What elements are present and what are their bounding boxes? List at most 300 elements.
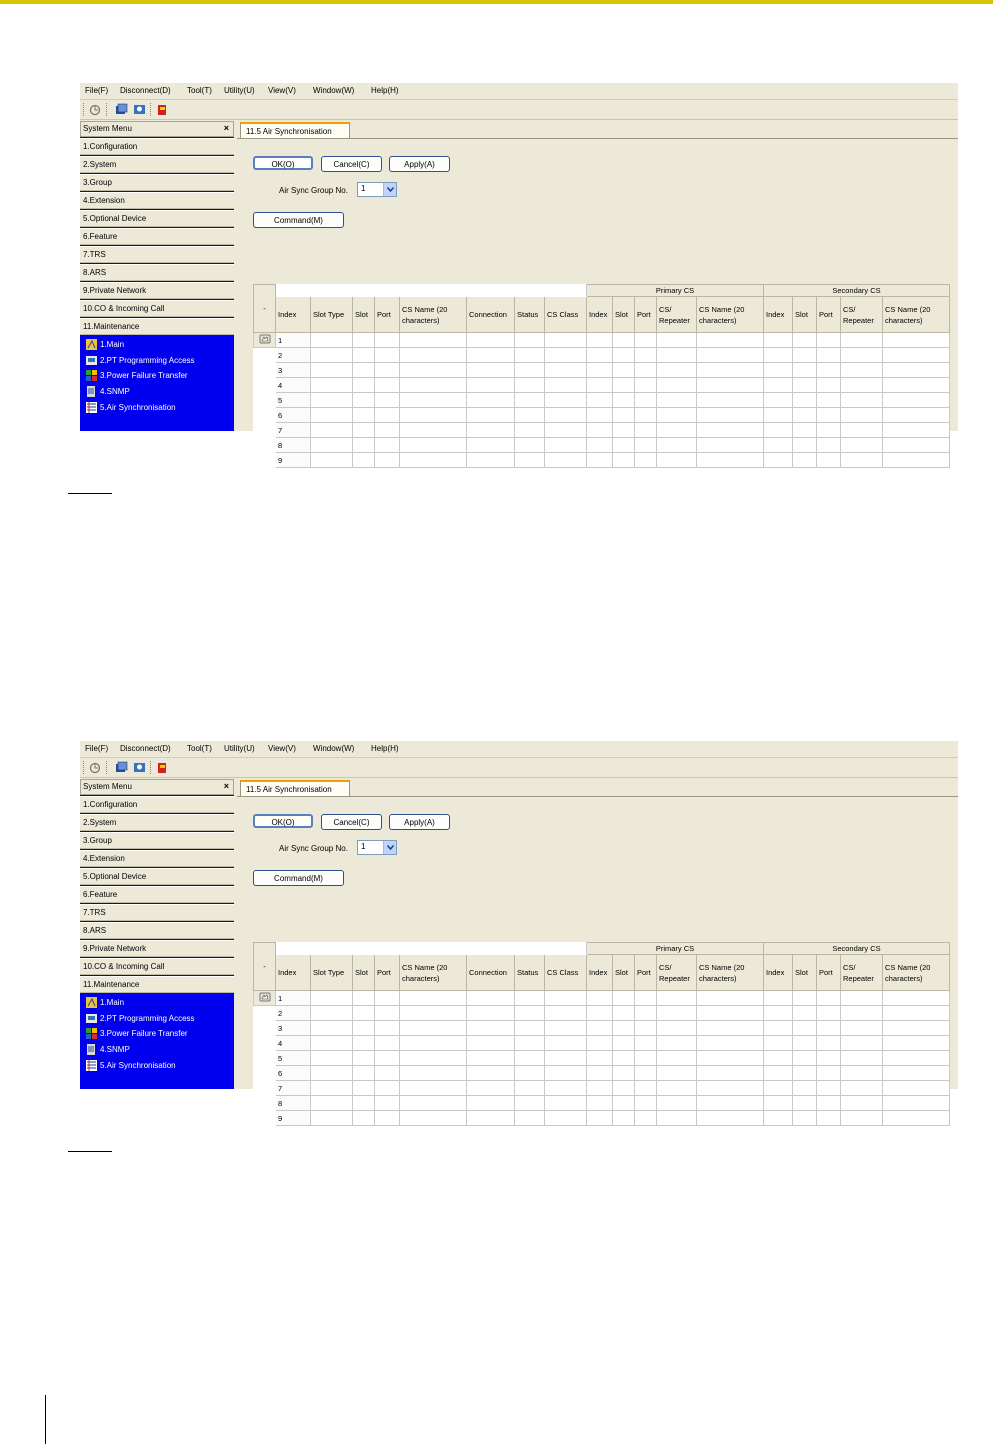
table-cell[interactable] (613, 1096, 635, 1111)
table-cell[interactable] (587, 1036, 613, 1051)
row-selector[interactable] (254, 1066, 276, 1081)
column-header[interactable]: Port (635, 955, 657, 991)
table-cell[interactable] (613, 1081, 635, 1096)
table-cell[interactable] (883, 1081, 950, 1096)
menu-item[interactable]: Window(W) (313, 744, 355, 753)
table-cell[interactable] (635, 438, 657, 453)
table-cell[interactable] (375, 393, 400, 408)
row-selector[interactable] (254, 423, 276, 438)
table-cell[interactable] (657, 438, 697, 453)
table-cell[interactable] (793, 1066, 817, 1081)
menu-item[interactable]: Utility(U) (224, 744, 255, 753)
table-cell[interactable] (353, 1021, 375, 1036)
chevron-down-icon[interactable] (383, 841, 396, 854)
table-cell[interactable] (817, 408, 841, 423)
table-cell[interactable] (657, 363, 697, 378)
table-cell[interactable] (587, 991, 613, 1006)
table-cell[interactable] (793, 348, 817, 363)
table-cell[interactable] (353, 378, 375, 393)
table-cell[interactable] (311, 348, 353, 363)
table-cell[interactable] (841, 363, 883, 378)
table-cell[interactable] (467, 378, 515, 393)
close-icon[interactable]: × (223, 123, 229, 133)
toolbar-grip[interactable] (150, 103, 153, 116)
table-cell[interactable] (793, 363, 817, 378)
sidebar-section[interactable]: 3.Group (80, 174, 234, 191)
table-cell[interactable] (635, 393, 657, 408)
table-cell[interactable] (545, 333, 587, 348)
table-cell[interactable] (587, 1051, 613, 1066)
table-cell[interactable] (793, 408, 817, 423)
table-cell[interactable] (841, 1051, 883, 1066)
column-header[interactable]: Port (375, 955, 400, 991)
table-cell[interactable] (635, 1096, 657, 1111)
table-cell[interactable] (545, 1006, 587, 1021)
table-cell[interactable] (467, 363, 515, 378)
table-cell[interactable] (841, 333, 883, 348)
table-cell[interactable] (311, 363, 353, 378)
column-header[interactable]: CS Name (20 characters) (883, 297, 950, 333)
window-icon[interactable] (114, 102, 129, 117)
table-cell[interactable] (375, 1081, 400, 1096)
table-cell[interactable] (635, 1051, 657, 1066)
table-cell[interactable] (613, 393, 635, 408)
table-cell[interactable] (515, 1021, 545, 1036)
column-header[interactable]: CS/ Repeater (657, 297, 697, 333)
table-cell[interactable] (635, 1006, 657, 1021)
table-cell[interactable] (515, 378, 545, 393)
table-cell[interactable] (697, 333, 764, 348)
monitor-icon[interactable] (132, 102, 147, 117)
table-cell[interactable] (467, 1036, 515, 1051)
column-header[interactable]: Connection (467, 955, 515, 991)
sidebar-section[interactable]: 4.Extension (80, 850, 234, 867)
table-cell[interactable] (375, 438, 400, 453)
table-cell[interactable] (613, 363, 635, 378)
column-header[interactable]: Index (276, 955, 311, 991)
table-cell[interactable] (375, 348, 400, 363)
table-cell[interactable] (515, 1066, 545, 1081)
column-header[interactable]: CS Name (20 characters) (697, 955, 764, 991)
table-cell[interactable] (311, 333, 353, 348)
table-cell[interactable] (635, 1066, 657, 1081)
sidebar-section[interactable]: 2.System (80, 814, 234, 831)
table-cell[interactable] (841, 1111, 883, 1126)
table-cell[interactable] (515, 1051, 545, 1066)
table-cell[interactable] (697, 393, 764, 408)
sidebar-section[interactable]: 5.Optional Device (80, 868, 234, 885)
table-cell[interactable] (883, 438, 950, 453)
table-cell[interactable] (613, 991, 635, 1006)
table-cell[interactable] (817, 333, 841, 348)
table-cell[interactable] (311, 423, 353, 438)
table-cell[interactable] (400, 1096, 467, 1111)
table-cell[interactable] (817, 378, 841, 393)
table-cell[interactable] (883, 1051, 950, 1066)
sidebar-section[interactable]: 11.Maintenance (80, 318, 234, 335)
sidebar-section[interactable]: 8.ARS (80, 264, 234, 281)
table-cell[interactable] (400, 378, 467, 393)
column-header[interactable]: Index (764, 297, 793, 333)
column-header[interactable]: Port (635, 297, 657, 333)
row-selector[interactable] (254, 333, 276, 348)
table-cell[interactable] (400, 1036, 467, 1051)
table-cell[interactable] (657, 1066, 697, 1081)
toolbar-grip[interactable] (83, 761, 86, 774)
table-cell[interactable] (764, 1006, 793, 1021)
table-cell[interactable] (613, 1051, 635, 1066)
table-cell[interactable] (375, 333, 400, 348)
sidebar-section[interactable]: 1.Configuration (80, 138, 234, 155)
table-cell[interactable] (883, 408, 950, 423)
table-cell[interactable] (400, 438, 467, 453)
table-cell[interactable] (311, 1036, 353, 1051)
menu-item[interactable]: Tool(T) (187, 744, 212, 753)
menu-item[interactable]: File(F) (85, 86, 109, 95)
table-cell[interactable] (817, 453, 841, 468)
sidebar-subitem[interactable]: 2.PT Programming Access (80, 1011, 234, 1026)
column-header[interactable]: Status (515, 955, 545, 991)
apply-button[interactable]: Apply(A) (389, 156, 450, 172)
table-cell[interactable] (883, 333, 950, 348)
table-cell[interactable] (375, 1006, 400, 1021)
air-sync-group-select[interactable]: 1 (357, 182, 397, 197)
table-cell[interactable] (515, 1036, 545, 1051)
table-cell[interactable] (353, 1051, 375, 1066)
table-cell[interactable] (883, 393, 950, 408)
sidebar-section[interactable]: 6.Feature (80, 228, 234, 245)
table-cell[interactable] (613, 453, 635, 468)
table-cell[interactable] (545, 1051, 587, 1066)
table-cell[interactable] (545, 1096, 587, 1111)
table-cell[interactable] (841, 1021, 883, 1036)
table-cell[interactable] (793, 1021, 817, 1036)
table-cell[interactable] (353, 348, 375, 363)
table-cell[interactable] (545, 408, 587, 423)
table-cell[interactable] (793, 1036, 817, 1051)
table-cell[interactable] (613, 423, 635, 438)
table-cell[interactable] (587, 363, 613, 378)
table-cell[interactable] (817, 1006, 841, 1021)
table-cell[interactable] (353, 408, 375, 423)
row-selector[interactable] (254, 438, 276, 453)
table-cell[interactable] (657, 393, 697, 408)
table-cell[interactable] (311, 991, 353, 1006)
table-cell[interactable] (635, 991, 657, 1006)
table-cell[interactable] (764, 1096, 793, 1111)
column-header[interactable]: Slot (353, 297, 375, 333)
table-cell[interactable] (764, 1111, 793, 1126)
select-all-cell[interactable]: - (254, 943, 276, 991)
sidebar-section[interactable]: 6.Feature (80, 886, 234, 903)
table-cell[interactable] (697, 363, 764, 378)
table-cell[interactable] (353, 1111, 375, 1126)
table-cell[interactable] (375, 1096, 400, 1111)
table-cell[interactable] (883, 378, 950, 393)
row-selector[interactable] (254, 348, 276, 363)
table-cell[interactable] (793, 423, 817, 438)
table-cell[interactable] (817, 1021, 841, 1036)
table-cell[interactable] (613, 408, 635, 423)
table-cell[interactable] (841, 1066, 883, 1081)
table-cell[interactable] (467, 393, 515, 408)
table-cell[interactable] (587, 348, 613, 363)
table-cell[interactable] (793, 991, 817, 1006)
table-cell[interactable] (883, 1021, 950, 1036)
table-cell[interactable] (635, 453, 657, 468)
row-selector[interactable] (254, 393, 276, 408)
table-cell[interactable] (657, 1051, 697, 1066)
table-cell[interactable] (311, 1051, 353, 1066)
table-cell[interactable] (353, 393, 375, 408)
table-cell[interactable] (764, 1036, 793, 1051)
table-cell[interactable] (467, 1081, 515, 1096)
table-cell[interactable] (817, 1066, 841, 1081)
table-cell[interactable] (587, 453, 613, 468)
table-cell[interactable] (400, 408, 467, 423)
table-cell[interactable] (353, 333, 375, 348)
sidebar-section[interactable]: 3.Group (80, 832, 234, 849)
column-header[interactable]: CS/ Repeater (841, 955, 883, 991)
table-cell[interactable] (545, 378, 587, 393)
menu-item[interactable]: Utility(U) (224, 86, 255, 95)
table-cell[interactable] (311, 1081, 353, 1096)
row-selector[interactable] (254, 408, 276, 423)
table-cell[interactable] (467, 423, 515, 438)
table-cell[interactable] (657, 1111, 697, 1126)
table-cell[interactable] (764, 348, 793, 363)
table-cell[interactable] (375, 363, 400, 378)
table-cell[interactable] (697, 423, 764, 438)
table-cell[interactable] (400, 1006, 467, 1021)
table-cell[interactable] (515, 438, 545, 453)
table-cell[interactable] (883, 348, 950, 363)
table-cell[interactable] (817, 393, 841, 408)
table-cell[interactable] (400, 1051, 467, 1066)
toolbar-grip[interactable] (106, 761, 109, 774)
table-cell[interactable] (635, 378, 657, 393)
table-cell[interactable] (657, 1081, 697, 1096)
menu-item[interactable]: View(V) (268, 744, 296, 753)
column-header[interactable]: Slot (793, 297, 817, 333)
row-selector[interactable] (254, 1021, 276, 1036)
table-cell[interactable] (375, 1111, 400, 1126)
table-cell[interactable] (545, 991, 587, 1006)
sidebar-subitem[interactable]: 5.Air Synchronisation (80, 400, 234, 415)
table-cell[interactable] (545, 1081, 587, 1096)
column-header[interactable]: Index (276, 297, 311, 333)
table-cell[interactable] (400, 423, 467, 438)
tab-air-synchronisation[interactable]: 11.5 Air Synchronisation (240, 780, 350, 797)
sidebar-subitem[interactable]: 1.Main (80, 337, 234, 352)
sidebar-section[interactable]: 9.Private Network (80, 282, 234, 299)
column-header[interactable]: Status (515, 297, 545, 333)
column-header[interactable]: CS Name (20 characters) (697, 297, 764, 333)
menu-item[interactable]: Disconnect(D) (120, 744, 171, 753)
sidebar-section[interactable]: 11.Maintenance (80, 976, 234, 993)
row-selector[interactable] (254, 1051, 276, 1066)
table-cell[interactable] (545, 423, 587, 438)
table-cell[interactable] (697, 408, 764, 423)
table-cell[interactable] (635, 1111, 657, 1126)
table-cell[interactable] (375, 453, 400, 468)
column-header[interactable]: Index (587, 297, 613, 333)
table-cell[interactable] (515, 393, 545, 408)
table-cell[interactable] (353, 453, 375, 468)
table-cell[interactable] (764, 453, 793, 468)
table-cell[interactable] (764, 408, 793, 423)
table-cell[interactable] (635, 1081, 657, 1096)
table-cell[interactable] (467, 1111, 515, 1126)
table-cell[interactable] (883, 363, 950, 378)
table-cell[interactable] (375, 1021, 400, 1036)
table-cell[interactable] (841, 438, 883, 453)
table-cell[interactable] (841, 348, 883, 363)
table-cell[interactable] (375, 378, 400, 393)
table-cell[interactable] (400, 333, 467, 348)
table-cell[interactable] (353, 438, 375, 453)
table-cell[interactable] (883, 1066, 950, 1081)
refresh-icon[interactable] (87, 760, 102, 775)
table-cell[interactable] (657, 408, 697, 423)
table-cell[interactable] (515, 348, 545, 363)
table-cell[interactable] (764, 393, 793, 408)
table-cell[interactable] (515, 991, 545, 1006)
column-header[interactable]: CS Class (545, 297, 587, 333)
table-cell[interactable] (793, 453, 817, 468)
table-cell[interactable] (793, 333, 817, 348)
table-cell[interactable] (817, 363, 841, 378)
table-cell[interactable] (764, 438, 793, 453)
table-cell[interactable] (697, 453, 764, 468)
row-selector[interactable] (254, 1096, 276, 1111)
table-cell[interactable] (587, 378, 613, 393)
table-cell[interactable] (467, 1066, 515, 1081)
table-cell[interactable] (697, 1051, 764, 1066)
table-cell[interactable] (635, 1036, 657, 1051)
column-header[interactable]: Index (764, 955, 793, 991)
table-cell[interactable] (613, 1111, 635, 1126)
sidebar-subitem[interactable]: 3.Power Failure Transfer (80, 1026, 234, 1041)
table-cell[interactable] (515, 1081, 545, 1096)
table-cell[interactable] (613, 378, 635, 393)
table-cell[interactable] (311, 1006, 353, 1021)
table-cell[interactable] (587, 1066, 613, 1081)
table-cell[interactable] (353, 1096, 375, 1111)
table-cell[interactable] (697, 1096, 764, 1111)
table-cell[interactable] (817, 438, 841, 453)
table-cell[interactable] (793, 378, 817, 393)
table-cell[interactable] (697, 348, 764, 363)
table-cell[interactable] (400, 1066, 467, 1081)
table-cell[interactable] (400, 348, 467, 363)
table-cell[interactable] (883, 423, 950, 438)
table-cell[interactable] (375, 1066, 400, 1081)
table-cell[interactable] (400, 1081, 467, 1096)
table-cell[interactable] (400, 363, 467, 378)
table-cell[interactable] (793, 1096, 817, 1111)
help-book-icon[interactable] (154, 760, 169, 775)
sidebar-subitem[interactable]: 3.Power Failure Transfer (80, 368, 234, 383)
table-cell[interactable] (545, 348, 587, 363)
table-cell[interactable] (587, 1081, 613, 1096)
table-cell[interactable] (764, 333, 793, 348)
table-cell[interactable] (657, 1096, 697, 1111)
table-cell[interactable] (400, 453, 467, 468)
table-cell[interactable] (817, 1081, 841, 1096)
table-cell[interactable] (635, 1021, 657, 1036)
table-cell[interactable] (587, 438, 613, 453)
table-cell[interactable] (353, 1036, 375, 1051)
column-header[interactable]: Slot Type (311, 297, 353, 333)
sidebar-section[interactable]: 10.CO & Incoming Call (80, 958, 234, 975)
sidebar-subitem[interactable]: 2.PT Programming Access (80, 353, 234, 368)
menu-item[interactable]: Disconnect(D) (120, 86, 171, 95)
table-cell[interactable] (613, 438, 635, 453)
refresh-icon[interactable] (87, 102, 102, 117)
table-cell[interactable] (311, 378, 353, 393)
column-header[interactable]: CS Name (20 characters) (400, 297, 467, 333)
table-cell[interactable] (515, 363, 545, 378)
table-cell[interactable] (311, 408, 353, 423)
menu-item[interactable]: Help(H) (371, 86, 399, 95)
sidebar-section[interactable]: 7.TRS (80, 246, 234, 263)
table-cell[interactable] (697, 1036, 764, 1051)
column-header[interactable]: Port (817, 297, 841, 333)
sidebar-subitem[interactable]: 4.SNMP (80, 1042, 234, 1057)
table-cell[interactable] (613, 1021, 635, 1036)
table-cell[interactable] (353, 1006, 375, 1021)
table-cell[interactable] (793, 1081, 817, 1096)
table-cell[interactable] (697, 378, 764, 393)
table-cell[interactable] (311, 453, 353, 468)
table-cell[interactable] (375, 408, 400, 423)
cancel-button[interactable]: Cancel(C) (321, 156, 382, 172)
row-selector[interactable] (254, 1111, 276, 1126)
table-cell[interactable] (883, 1096, 950, 1111)
table-cell[interactable] (545, 453, 587, 468)
air-sync-group-select[interactable]: 1 (357, 840, 397, 855)
table-cell[interactable] (883, 453, 950, 468)
table-cell[interactable] (817, 1111, 841, 1126)
sidebar-section[interactable]: 4.Extension (80, 192, 234, 209)
table-cell[interactable] (841, 1036, 883, 1051)
table-cell[interactable] (657, 1006, 697, 1021)
table-cell[interactable] (375, 991, 400, 1006)
table-cell[interactable] (764, 1081, 793, 1096)
table-cell[interactable] (635, 348, 657, 363)
command-button[interactable]: Command(M) (253, 870, 344, 886)
table-cell[interactable] (467, 438, 515, 453)
sidebar-section[interactable]: 5.Optional Device (80, 210, 234, 227)
table-cell[interactable] (353, 1066, 375, 1081)
table-cell[interactable] (883, 991, 950, 1006)
table-cell[interactable] (697, 1111, 764, 1126)
table-cell[interactable] (467, 333, 515, 348)
help-book-icon[interactable] (154, 102, 169, 117)
table-cell[interactable] (467, 453, 515, 468)
table-cell[interactable] (587, 1096, 613, 1111)
table-cell[interactable] (467, 348, 515, 363)
ok-button[interactable]: OK(O) (253, 156, 313, 170)
table-cell[interactable] (841, 1081, 883, 1096)
column-header[interactable]: Slot (793, 955, 817, 991)
table-cell[interactable] (841, 991, 883, 1006)
table-cell[interactable] (697, 1021, 764, 1036)
table-cell[interactable] (697, 1066, 764, 1081)
table-cell[interactable] (467, 991, 515, 1006)
column-header[interactable]: Slot Type (311, 955, 353, 991)
